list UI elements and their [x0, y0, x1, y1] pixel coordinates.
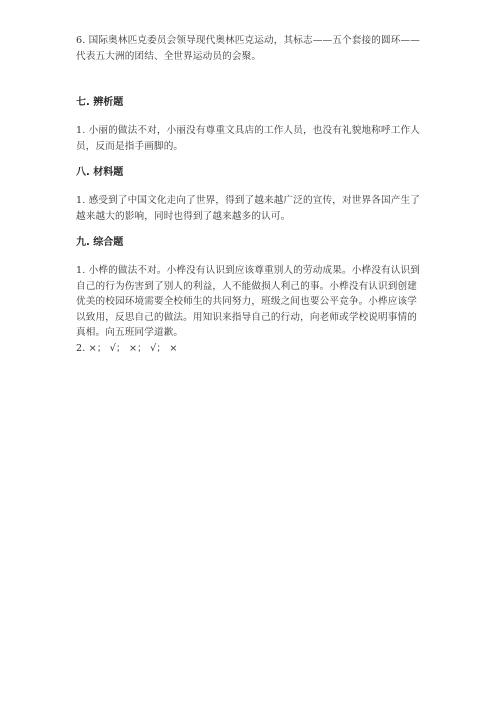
section-7-answer-1: 1. 小丽的做法不对，小丽没有尊重文具店的工作人员，也没有礼貌地称呼工作人员，反而是指手画脚的。 [76, 125, 420, 152]
section-previous [76, 33, 426, 64]
section-9 [76, 263, 426, 357]
section-8-heading: 八. 材料题 [76, 167, 124, 178]
section-8 [76, 193, 426, 224]
section-9-answer-2: 2. ×； √； ×； √； × [76, 342, 178, 354]
section-9-heading: 九. 综合题 [76, 237, 124, 248]
section-9-heading-wrap [76, 236, 123, 250]
section-7-heading: 七. 辨析题 [76, 97, 124, 108]
section-8-heading-wrap [76, 166, 123, 180]
section-8-answer-1: 1. 感受到了中国文化走向了世界，得到了越来越广泛的宣传，对世界各国产生了越来越大的影响，同时也得到了越来越多的认可。 [76, 195, 420, 222]
section-9-answer-1: 1. 小桦的做法不对。小桦没有认识到应该尊重别人的劳动成果。小桦没有认识到自己的行为伤害到了别人的利益，人不能做损人利己的事。小桦没有认识到创建优美的校园环境需要全校师生的共同努力，班级之间也要公平竞争。小桦应该学以致用，反思自己的做法。用知识来指导自己的行动，向老师或学校说明事情的真相。向五班同学道歉。 [76, 265, 420, 339]
answer-item-6: 6. 国际奥林匹克委员会领导现代奥林匹克运动，其标志——五个套接的圆环——代表五大洲的团结、全世界运动员的会聚。 [76, 35, 420, 62]
section-7-heading-wrap [76, 96, 123, 110]
section-7 [76, 123, 426, 154]
